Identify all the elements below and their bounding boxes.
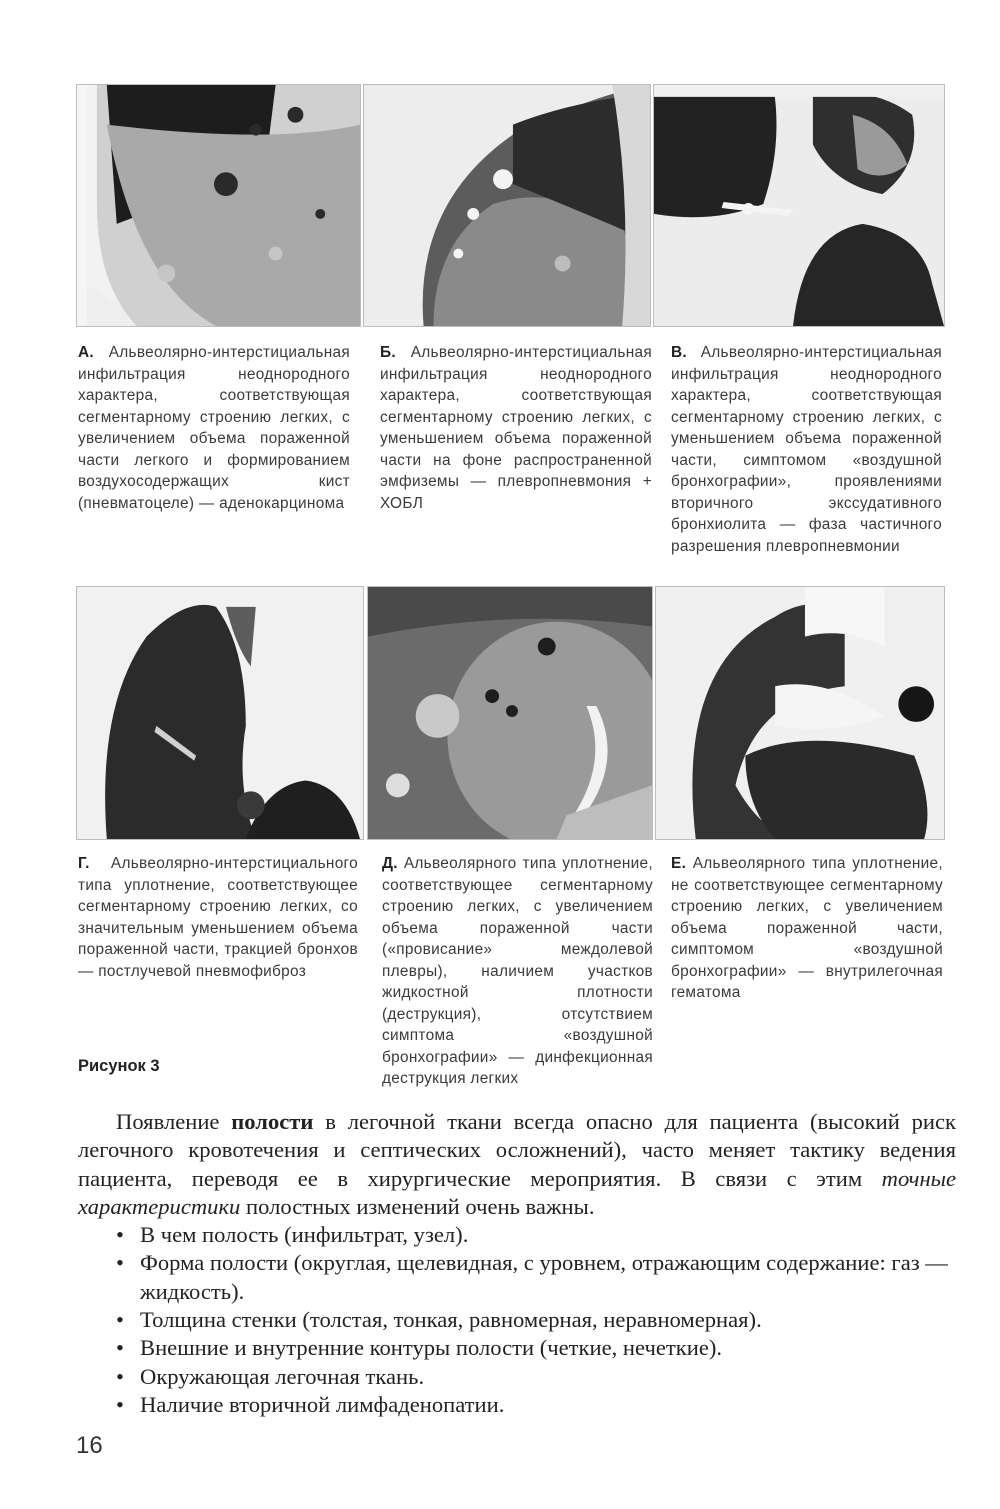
caption-text: Альвеолярного типа уплотнение, не соответствующее сегментарному строению легких, с увеличением объема пораженной части, симптомом «воздушной бронхографии» — внутрилегочная гематома bbox=[671, 855, 943, 1001]
figure-title: Рисунок 3 bbox=[78, 1057, 160, 1075]
ct-image-v bbox=[653, 84, 945, 327]
caption-label: Е. bbox=[671, 855, 687, 872]
ct-image-g bbox=[76, 586, 364, 840]
ct-image-e bbox=[655, 586, 945, 840]
caption-label: Г. bbox=[78, 855, 90, 872]
bullet-icon: • bbox=[116, 1335, 124, 1361]
caption-text: Альвеолярно-интерстициальная инфильтрация неоднородного характера, соответствующая сегментарному строению легких, с уменьшением объема пораженной части, симптомом «воздушной бронхографии», проявлениями вторичного экссудативного бронхиолита — фаза частичного разрешения плевропневмонии bbox=[671, 344, 942, 555]
intro-middle: в легочной ткани всегда опасно для пациента (высокий риск легочного кровотечения и септических осложнений), часто меняет тактику ведения пациента, переводя ее в хирургические мероприятия. В связи с этим bbox=[78, 1109, 956, 1191]
ct-image-d bbox=[367, 586, 653, 840]
caption-text: Альвеолярно-интерстициального типа уплотнение, соответствующее сегментарному строению легких, со значительным уменьшением объема пораженной части, тракцией бронхов — постлучевой пневмофиброз bbox=[78, 855, 358, 980]
caption-label: Б. bbox=[380, 344, 396, 361]
list-item bbox=[78, 1334, 956, 1362]
bullet-icon: • bbox=[116, 1363, 124, 1389]
intro-italic-term: точные характеристики bbox=[78, 1165, 956, 1219]
list-item bbox=[78, 1221, 956, 1249]
list-item-text: Наличие вторичной лимфаденопатии. bbox=[140, 1391, 505, 1417]
caption-label: А. bbox=[78, 344, 94, 361]
intro-after: полостных изменений очень важны. bbox=[246, 1193, 595, 1219]
list-item-text: Окружающая легочная ткань. bbox=[140, 1363, 425, 1389]
list-item bbox=[78, 1391, 956, 1419]
ct-image-a bbox=[76, 84, 361, 327]
list-item bbox=[78, 1306, 956, 1334]
list-item-text: Форма полости (округлая, щелевидная, с уровнем, отражающим содержание: газ — жидкость). bbox=[140, 1250, 948, 1304]
caption-d bbox=[382, 853, 653, 1090]
caption-text: Альвеолярно-интерстициальная инфильтрация неоднородного характера, соответствующая сегментарному строению легких, с уменьшением объема пораженной части на фоне распространенной эмфиземы — плевропневмония + ХОБЛ bbox=[380, 344, 652, 512]
intro-bold-term: полости bbox=[231, 1109, 314, 1134]
bullet-icon: • bbox=[116, 1222, 124, 1248]
caption-text: Альвеолярного типа уплотнение, соответствующее сегментарному строению легких, с увеличением объема пораженной части («провисание» междолевой плевры), наличием участков жидкостной плотности (деструкция), отсутствием симптома «воздушной бронхографии» — динфекционная деструкция легких bbox=[382, 855, 653, 1087]
caption-a bbox=[78, 342, 350, 514]
body-text bbox=[78, 1108, 956, 1419]
caption-label: В. bbox=[671, 344, 687, 361]
ct-image-b bbox=[363, 84, 651, 327]
caption-e bbox=[671, 853, 943, 1004]
bullet-list bbox=[78, 1221, 956, 1419]
bullet-icon: • bbox=[116, 1307, 124, 1333]
caption-v bbox=[671, 342, 942, 557]
list-item bbox=[78, 1363, 956, 1391]
list-item-text: Внешние и внутренние контуры полости (четкие, нечеткие). bbox=[140, 1335, 723, 1361]
caption-text: Альвеолярно-интерстициальная инфильтрация неоднородного характера, соответствующая сегментарному строению легких, с увеличением объема пораженной части легкого и формированием воздухосодержащих кист (пневматоцеле) — аденокарцинома bbox=[78, 344, 350, 512]
bullet-icon: • bbox=[116, 1250, 124, 1276]
caption-b bbox=[380, 342, 652, 514]
list-item-text: Толщина стенки (толстая, тонкая, равномерная, неравномерная). bbox=[140, 1307, 762, 1333]
intro-paragraph bbox=[78, 1108, 956, 1221]
caption-g bbox=[78, 853, 358, 982]
list-item-text: В чем полость (инфильтрат, узел). bbox=[140, 1222, 469, 1248]
page-number: 16 bbox=[76, 1432, 103, 1459]
intro-before: Появление bbox=[116, 1109, 220, 1134]
bullet-icon: • bbox=[116, 1391, 124, 1417]
list-item bbox=[78, 1249, 956, 1306]
caption-label: Д. bbox=[382, 855, 398, 872]
